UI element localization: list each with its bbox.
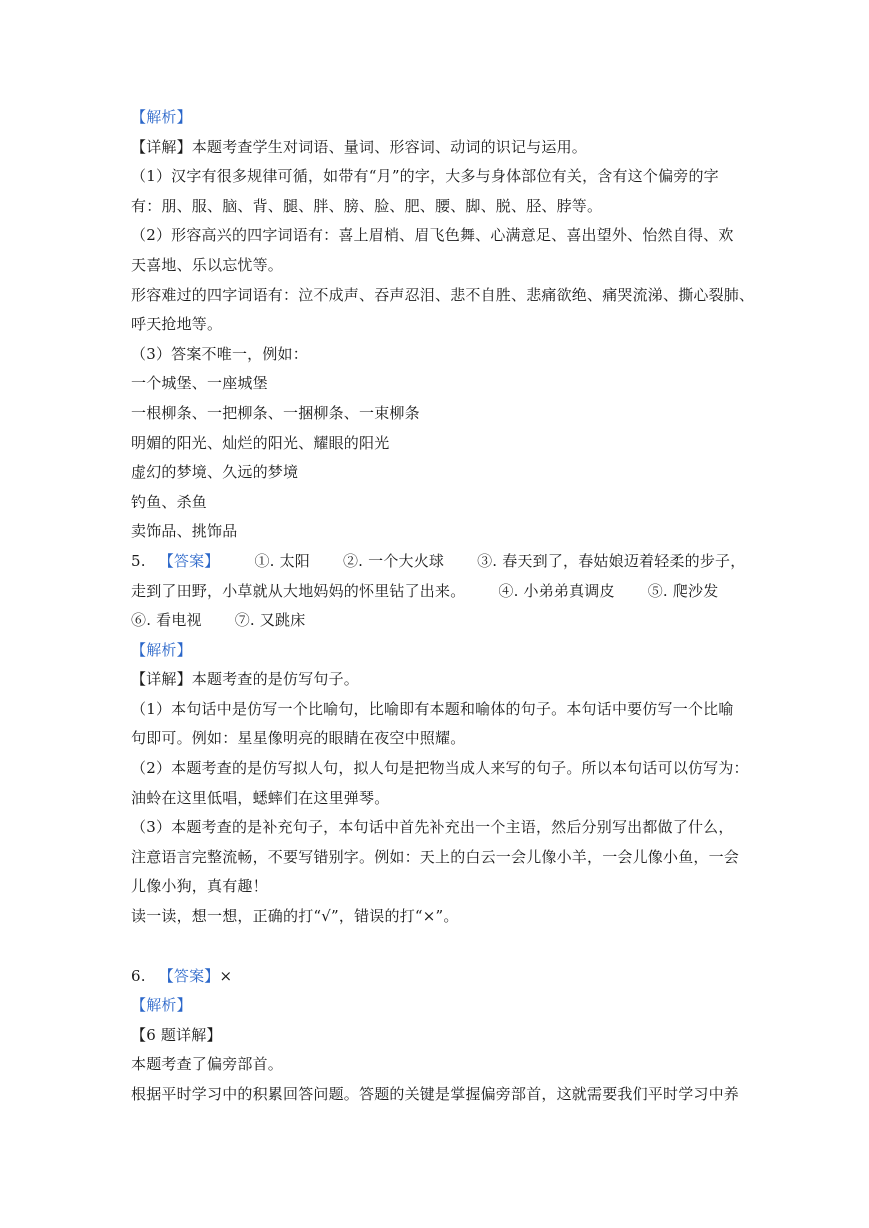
example-line: 卖饰品、挑饰品 — [131, 522, 238, 541]
answer-item: ⑥. 看电视 — [131, 611, 202, 630]
answer-item: ⑦. 又跳床 — [234, 611, 306, 630]
analysis-heading: 【解析】 — [131, 996, 192, 1015]
example-line: 一个城堡、一座城堡 — [131, 374, 268, 393]
example-line: 明媚的阳光、灿烂的阳光、耀眼的阳光 — [131, 433, 390, 452]
text-line: 儿像小狗，真有趣！ — [131, 877, 268, 896]
answer-line-q5 — [131, 547, 746, 577]
instruction-line: 读一读，想一想，正确的打“√”，错误的打“×”。 — [131, 907, 459, 926]
answer-item: ①. 太阳 — [254, 551, 311, 570]
answer-item: ④. 小弟弟真调皮 — [498, 581, 615, 600]
answer-item: 走到了田野，小草就从大地妈妈的怀里钻了出来。 — [131, 581, 466, 600]
answer-item: ③. 春天到了，春姑娘迈着轻柔的步子， — [477, 551, 746, 570]
question-number: 5. — [131, 551, 146, 570]
text-line: 本题考查了偏旁部首。 — [131, 1055, 284, 1074]
text-line: 根据平时学习中的积累回答问题。答题的关键是掌握偏旁部首，这就需要我们平时学习中养 — [131, 1085, 740, 1103]
document-content — [131, 103, 755, 1110]
answer-item: ⑤. 爬沙发 — [647, 581, 719, 600]
answer-line-q5-cont — [131, 606, 741, 636]
analysis-heading: 【解析】 — [131, 640, 192, 659]
answer-label: 【答案】 — [158, 551, 220, 570]
text-line: （1）汉字有很多规律可循，如带有“月”的字，大多与身体部位有关，含有这个偏旁的字 — [131, 167, 719, 186]
answer-label: 【答案】 — [158, 966, 220, 985]
text-line: 油蛉在这里低唱，蟋蟀们在这里弹琴。 — [131, 788, 390, 807]
detail-paragraph: 【详解】本题考查学生对词语、量词、形容词、动词的识记与运用。 — [131, 137, 588, 156]
answer-line-q5-cont — [131, 577, 741, 607]
text-line: （2）形容高兴的四字词语有：喜上眉梢、眉飞色舞、心满意足、喜出望外、怡然自得、欢 — [131, 226, 734, 245]
text-line: （3）答案不唯一，例如： — [131, 344, 308, 363]
text-line: 有：朋、服、脑、背、腿、胖、膀、脸、肥、腰、脚、脱、胫、脖等。 — [131, 196, 603, 215]
text-line: （1）本句话中是仿写一个比喻句，比喻即有本题和喻体的句子。本句话中要仿写一个比喻 — [131, 699, 734, 718]
analysis-heading: 【解析】 — [131, 108, 192, 126]
text-line: （2）本题考查的是仿写拟人句，拟人句是把物当成人来写的句子。所以本句话可以仿写为： — [131, 759, 749, 778]
text-line: 句即可。例如：星星像明亮的眼睛在夜空中照耀。 — [131, 729, 466, 748]
text-line: （3）本题考查的是补充句子，本句话中首先补充出一个主语，然后分别写出都做了什么， — [131, 818, 734, 837]
section-spacer — [131, 932, 741, 962]
answer-value: × — [219, 966, 233, 985]
text-line: 呼天抢地等。 — [131, 315, 223, 334]
answer-line-q6 — [131, 962, 741, 992]
answer-item: ②. 一个大火球 — [342, 551, 445, 570]
text-line: 天喜地、乐以忘忧等。 — [131, 255, 284, 274]
text-line: 注意语言完整流畅，不要写错别字。例如：天上的白云一会儿像小羊，一会儿像小鱼，一会 — [131, 847, 740, 866]
example-line: 虚幻的梦境、久远的梦境 — [131, 463, 299, 482]
example-line: 一根柳条、一把柳条、一捆柳条、一束柳条 — [131, 403, 420, 422]
detail-paragraph: 【详解】本题考查的是仿写句子。 — [131, 670, 360, 689]
detail-heading: 【6 题详解】 — [131, 1025, 222, 1044]
text-line: 形容难过的四字词语有：泣不成声、吞声忍泪、悲不自胜、悲痛欲绝、痛哭流涕、撕心裂肺、 — [131, 285, 755, 304]
example-line: 钓鱼、杀鱼 — [131, 492, 208, 511]
question-number: 6. — [131, 966, 146, 985]
